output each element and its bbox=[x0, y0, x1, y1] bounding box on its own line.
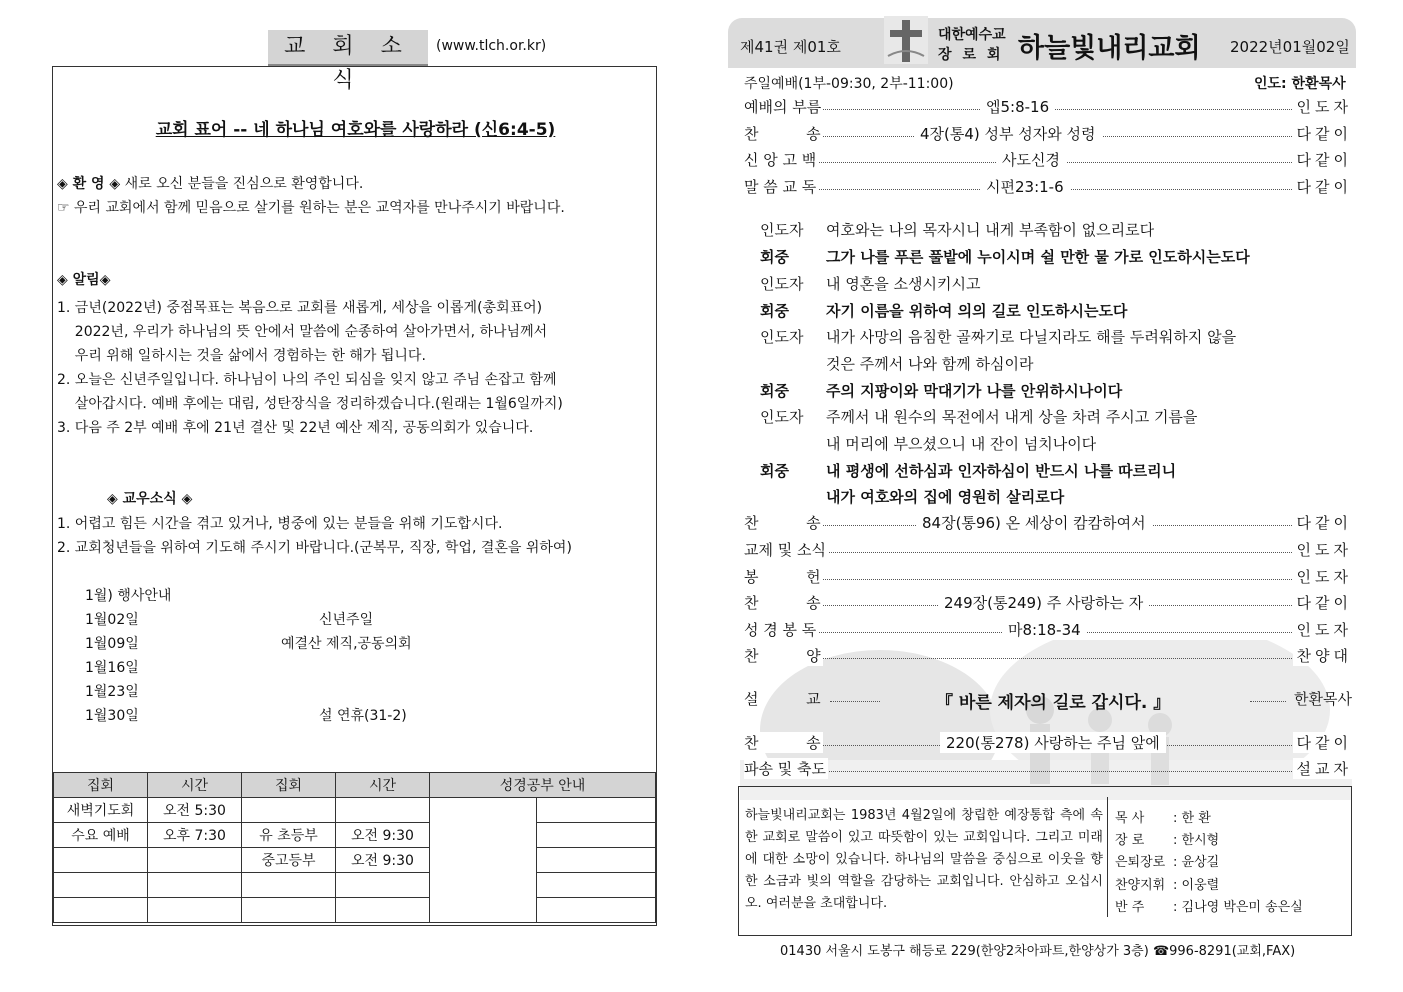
schedule-date: 1월30일 bbox=[85, 708, 139, 724]
table-cell bbox=[148, 873, 242, 898]
staff-role: 반 주 bbox=[1115, 900, 1145, 915]
order-label: 성 경 봉 독 bbox=[744, 621, 817, 639]
service-time: 주일예배(1부-09:30, 2부-11:00) bbox=[744, 76, 954, 92]
member-news-heading: ◈ 교우소식 ◈ bbox=[107, 491, 193, 507]
church-info-box bbox=[738, 786, 1352, 936]
schedule-event: 신년주일 bbox=[319, 612, 374, 628]
order-label: 말 씀 교 독 bbox=[744, 178, 817, 196]
table-cell bbox=[430, 798, 537, 923]
order-performer: 다같이 bbox=[1293, 592, 1352, 613]
table-cell: 오후 7:30 bbox=[148, 823, 242, 848]
reading-role: 인도자 bbox=[760, 275, 804, 293]
schedule-date: 1월16일 bbox=[85, 660, 139, 676]
meeting-table bbox=[53, 772, 656, 923]
order-row bbox=[744, 566, 1352, 588]
table-header-cell: 집회 bbox=[54, 773, 148, 798]
church-news-box bbox=[52, 66, 657, 926]
sermon-row bbox=[744, 688, 1352, 713]
order-row bbox=[744, 592, 1352, 614]
notice-line: 우리 위해 일하시는 것을 삶에서 경험하는 한 해가 됩니다. bbox=[57, 348, 426, 364]
table-cell bbox=[242, 898, 336, 923]
notice-line: 2. 오늘은 신년주일입니다. 하나님이 나의 주인 되심을 잊지 않고 주님 손잡고 함께 bbox=[57, 372, 557, 388]
table-cell: 오전 5:30 bbox=[148, 798, 242, 823]
order-row bbox=[744, 149, 1352, 171]
church-address: 01430 서울시 도봉구 해등로 229(한양2차아파트,한양상가 3층) ☎996-8291(교회,FAX) bbox=[780, 944, 1296, 959]
order-label: 찬 양 bbox=[744, 647, 821, 665]
order-performer: 다같이 bbox=[1293, 732, 1352, 753]
reading-role: 회중 bbox=[760, 382, 789, 400]
reading-role: 인도자 bbox=[760, 221, 804, 239]
schedule-date: 1월09일 bbox=[85, 636, 139, 652]
schedule-date: 1월23일 bbox=[85, 684, 139, 700]
order-row bbox=[744, 619, 1352, 641]
staff-name: : 윤상길 bbox=[1173, 855, 1220, 870]
table-row bbox=[54, 798, 656, 823]
table-row bbox=[54, 848, 656, 873]
table-cell bbox=[336, 898, 430, 923]
notice-line: 3. 다음 주 2부 예배 후에 21년 결산 및 22년 예산 제직, 공동의회가 있습니다. bbox=[57, 420, 534, 436]
order-performer: 인도자 bbox=[1293, 539, 1352, 560]
table-cell bbox=[148, 898, 242, 923]
order-label: 찬 송 bbox=[744, 734, 821, 752]
staff-entry bbox=[1115, 874, 1219, 893]
reading-text: 자기 이름을 위하여 의의 길로 인도하시는도다 bbox=[826, 302, 1128, 320]
staff-name: : 이웅렬 bbox=[1173, 878, 1220, 893]
order-performer: 인도자 bbox=[1293, 619, 1352, 640]
staff-entry bbox=[1115, 896, 1303, 915]
staff-role: 장 로 bbox=[1115, 833, 1145, 848]
table-cell bbox=[148, 848, 242, 873]
member-news-line: 1. 어렵고 힘든 시간을 겪고 있거나, 병중에 있는 분들을 위해 기도합시다. bbox=[57, 516, 503, 532]
reading-text: 그가 나를 푸른 풀밭에 누이시며 쉴 만한 물 가로 인도하시는도다 bbox=[826, 248, 1250, 266]
order-row bbox=[744, 732, 1352, 754]
order-row bbox=[744, 176, 1352, 198]
notice-line: 살아갑시다. 예배 후에는 대림, 성탄장식을 정리하겠습니다.(원래는 1월6일까지) bbox=[57, 396, 563, 412]
denomination-line1: 대한예수교 bbox=[938, 27, 1006, 43]
table-cell bbox=[537, 848, 656, 873]
table-cell bbox=[336, 873, 430, 898]
meeting-table-header bbox=[54, 773, 656, 798]
table-cell bbox=[336, 798, 430, 823]
staff-entry bbox=[1115, 829, 1219, 848]
schedule-date: 1월02일 bbox=[85, 612, 139, 628]
welcome-text: 새로 오신 분들을 진심으로 환영합니다. bbox=[120, 176, 364, 192]
staff-role: 목 사 bbox=[1115, 811, 1145, 826]
order-label: 찬 송 bbox=[744, 594, 821, 612]
staff-role: 찬양지휘 bbox=[1115, 878, 1166, 893]
notice-line: 1. 금년(2022년) 중점목표는 복음으로 교회를 새롭게, 세상을 이롭게(총회표어) bbox=[57, 300, 543, 316]
order-content: 엡5:8-16 bbox=[980, 96, 1055, 117]
table-row bbox=[54, 823, 656, 848]
table-cell bbox=[537, 823, 656, 848]
order-content: 사도신경 bbox=[996, 149, 1066, 170]
table-row bbox=[54, 873, 656, 898]
volume-number: 제41권 제01호 bbox=[740, 38, 841, 56]
order-row bbox=[744, 758, 1352, 780]
schedule-event: 설 연휴(31-2) bbox=[319, 708, 407, 724]
reading-text: 여호와는 나의 목자시니 내게 부족함이 없으리로다 bbox=[826, 221, 1155, 239]
table-header-cell: 성경공부 안내 bbox=[430, 773, 656, 798]
order-label: 교제 및 소식 bbox=[744, 541, 826, 559]
reading-text: 주께서 내 원수의 목전에서 내게 상을 차려 주시고 기름을 bbox=[826, 408, 1198, 426]
denomination-line2: 장로회 bbox=[938, 47, 1012, 63]
reading-role: 인도자 bbox=[760, 408, 804, 426]
order-content: 84장(통96) 온 세상이 캄캄하여서 bbox=[916, 512, 1152, 533]
notice-line: 2022년, 우리가 하나님의 뜻 안에서 말씀에 순종하여 살아가면서, 하나님께서 bbox=[57, 324, 548, 340]
reading-text: 것은 주께서 나와 함께 하심이라 bbox=[826, 355, 1034, 373]
left-page-title: 교 회 소 식 bbox=[268, 30, 428, 67]
order-performer: 다같이 bbox=[1293, 176, 1352, 197]
church-website-url[interactable]: (www.tlch.or.kr) bbox=[436, 38, 547, 54]
reading-text: 주의 지팡이와 막대기가 나를 안위하시나이다 bbox=[826, 382, 1123, 400]
order-label: 설 교 bbox=[744, 690, 821, 708]
order-performer: 다같이 bbox=[1293, 512, 1352, 533]
cross-logo-icon bbox=[884, 16, 928, 64]
order-row bbox=[744, 645, 1352, 667]
table-cell bbox=[537, 798, 656, 823]
schedule-heading: 1월) 행사안내 bbox=[85, 588, 172, 604]
reading-role: 회중 bbox=[760, 248, 789, 266]
table-cell bbox=[242, 798, 336, 823]
order-performer: 설교자 bbox=[1293, 758, 1352, 779]
table-cell: 오전 9:30 bbox=[336, 848, 430, 873]
reading-text: 내 영혼을 소생시키시고 bbox=[826, 275, 981, 293]
table-cell: 수요 예배 bbox=[54, 823, 148, 848]
order-label: 파송 및 축도 bbox=[744, 760, 826, 778]
church-introduction: 하늘빛내리교회는 1983년 4월2일에 창립한 예장통합 측에 속한 교회로 말씀이 있고 따뜻함이 있는 교회입니다. 그리고 미래에 대한 소망이 있습니다. 하나님의 말씀을 중심으로 이웃을 향한 소금과 빛의 역할을 감당하는 교회입니다. 안심하고 오십시오. 여러분을 초대합니다. bbox=[745, 808, 1103, 911]
order-label: 찬 송 bbox=[744, 125, 821, 143]
table-header-cell: 시간 bbox=[336, 773, 430, 798]
order-content: 시편23:1-6 bbox=[980, 176, 1070, 197]
welcome-heading: ◈ 환 영 ◈ bbox=[57, 176, 121, 192]
order-content: 마8:18-34 bbox=[1002, 619, 1087, 640]
table-cell: 새벽기도회 bbox=[54, 798, 148, 823]
notice-heading: ◈ 알림◈ bbox=[57, 272, 111, 288]
order-performer: 찬양대 bbox=[1293, 645, 1352, 666]
order-content: 220(통278) 사랑하는 주님 앞에 bbox=[940, 732, 1166, 753]
member-news-line: 2. 교회청년들을 위하여 기도해 주시기 바랍니다.(군복무, 직장, 학업, 결혼을 위하여) bbox=[57, 540, 572, 556]
order-label: 봉 헌 bbox=[744, 568, 821, 586]
staff-name: : 한시형 bbox=[1173, 833, 1220, 848]
order-performer: 다같이 bbox=[1293, 149, 1352, 170]
order-label: 찬 송 bbox=[744, 514, 821, 532]
order-performer: 다같이 bbox=[1293, 123, 1352, 144]
church-motto: 교회 표어 -- 네 하나님 여호와를 사랑하라 (신6:4-5) bbox=[155, 120, 556, 140]
staff-entry bbox=[1115, 807, 1211, 826]
order-performer: 인도자 bbox=[1293, 566, 1352, 587]
sermon-preacher: 한환목사 bbox=[1294, 690, 1352, 708]
reading-role: 회중 bbox=[760, 302, 789, 320]
service-leader: 인도: 한환목사 bbox=[1254, 76, 1346, 92]
reading-role: 인도자 bbox=[760, 328, 804, 346]
table-cell: 유 초등부 bbox=[242, 823, 336, 848]
order-label: 예배의 부름 bbox=[744, 98, 822, 116]
table-header-cell: 시간 bbox=[148, 773, 242, 798]
staff-name: : 한 환 bbox=[1173, 811, 1211, 826]
staff-role: 은퇴장로 bbox=[1115, 855, 1166, 870]
table-row bbox=[54, 898, 656, 923]
welcome-line bbox=[57, 173, 363, 193]
order-label: 신 앙 고 백 bbox=[744, 151, 817, 169]
order-row bbox=[744, 512, 1352, 534]
order-performer: 인도자 bbox=[1293, 96, 1352, 117]
table-cell bbox=[54, 848, 148, 873]
order-content: 4장(통4) 성부 성자와 성령 bbox=[914, 123, 1102, 144]
order-row bbox=[744, 539, 1352, 561]
schedule-event: 예결산 제직,공동의회 bbox=[281, 636, 412, 652]
church-name: 하늘빛내리교회 bbox=[1018, 33, 1201, 64]
table-cell bbox=[537, 898, 656, 923]
table-cell bbox=[537, 873, 656, 898]
reading-role: 회중 bbox=[760, 462, 789, 480]
welcome-sub: ☞ 우리 교회에서 함께 믿음으로 살기를 원하는 분은 교역자를 만나주시기 바랍니다. bbox=[57, 200, 565, 216]
bulletin-date: 2022년01월02일 bbox=[1230, 38, 1350, 56]
sermon-title: 『 바른 제자의 길로 갑시다. 』 bbox=[936, 693, 1171, 713]
reading-text: 내가 여호와의 집에 영원히 살리로다 bbox=[826, 488, 1065, 506]
order-content: 249장(통249) 주 사랑하는 자 bbox=[938, 592, 1149, 613]
table-cell bbox=[54, 898, 148, 923]
reading-text: 내 평생에 선하심과 인자하심이 반드시 나를 따르리니 bbox=[826, 462, 1177, 480]
reading-text: 내가 사망의 음침한 골짜기로 다닐지라도 해를 두려워하지 않을 bbox=[826, 328, 1237, 346]
table-cell: 오전 9:30 bbox=[336, 823, 430, 848]
order-row bbox=[744, 123, 1352, 145]
table-cell: 중고등부 bbox=[242, 848, 336, 873]
staff-name: : 김나영 박은미 송은실 bbox=[1173, 900, 1303, 915]
table-header-cell: 집회 bbox=[242, 773, 336, 798]
staff-entry bbox=[1115, 851, 1219, 870]
order-row bbox=[744, 96, 1352, 118]
table-cell bbox=[54, 873, 148, 898]
reading-text: 내 머리에 부으셨으니 내 잔이 넘치나이다 bbox=[826, 435, 1097, 453]
table-cell bbox=[242, 873, 336, 898]
